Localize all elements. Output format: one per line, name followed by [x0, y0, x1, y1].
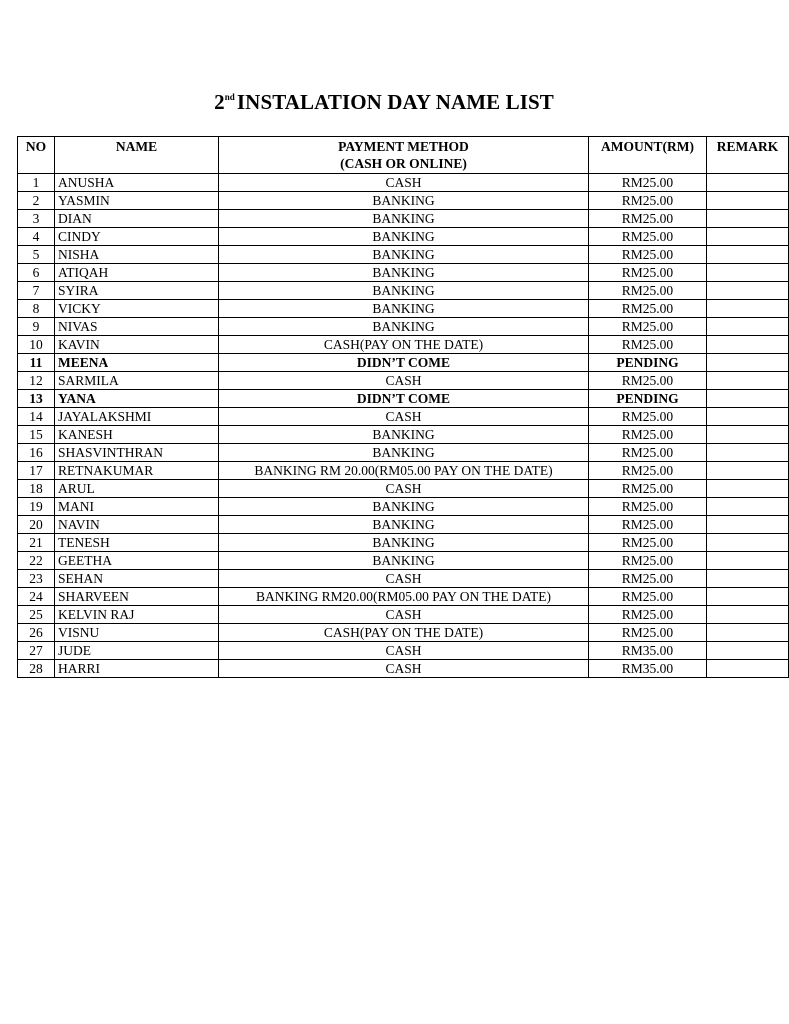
- cell-name: NAVIN: [55, 516, 219, 534]
- cell-no: 28: [18, 660, 55, 678]
- cell-remark: [707, 498, 789, 516]
- table-row: [18, 336, 789, 354]
- cell-amount: RM25.00: [589, 408, 707, 426]
- cell-amount: RM25.00: [589, 444, 707, 462]
- table-row: [18, 570, 789, 588]
- cell-amount: RM25.00: [589, 228, 707, 246]
- cell-no: 25: [18, 606, 55, 624]
- cell-amount: RM25.00: [589, 372, 707, 390]
- cell-remark: [707, 174, 789, 192]
- cell-no: 1: [18, 174, 55, 192]
- cell-payment-method: BANKING: [219, 264, 589, 282]
- cell-remark: [707, 228, 789, 246]
- cell-payment-method: CASH: [219, 480, 589, 498]
- cell-remark: [707, 588, 789, 606]
- cell-amount: RM25.00: [589, 498, 707, 516]
- cell-payment-method: BANKING RM 20.00(RM05.00 PAY ON THE DATE): [219, 462, 589, 480]
- table-row: [18, 174, 789, 192]
- cell-remark: [707, 552, 789, 570]
- cell-amount: RM35.00: [589, 660, 707, 678]
- cell-no: 26: [18, 624, 55, 642]
- cell-remark: [707, 354, 789, 372]
- cell-amount: RM25.00: [589, 246, 707, 264]
- cell-amount: RM25.00: [589, 480, 707, 498]
- cell-remark: [707, 642, 789, 660]
- cell-remark: [707, 534, 789, 552]
- table-row: [18, 642, 789, 660]
- cell-amount: RM25.00: [589, 264, 707, 282]
- cell-name: ARUL: [55, 480, 219, 498]
- cell-name: JUDE: [55, 642, 219, 660]
- table-row: [18, 426, 789, 444]
- cell-no: 10: [18, 336, 55, 354]
- cell-payment-method: DIDN’T COME: [219, 354, 589, 372]
- table-row: [18, 462, 789, 480]
- cell-amount: RM25.00: [589, 462, 707, 480]
- cell-no: 16: [18, 444, 55, 462]
- table-row: [18, 300, 789, 318]
- cell-name: KAVIN: [55, 336, 219, 354]
- cell-remark: [707, 336, 789, 354]
- cell-amount: RM25.00: [589, 516, 707, 534]
- cell-payment-method: CASH: [219, 606, 589, 624]
- header-payment-line2: (CASH OR ONLINE): [340, 156, 467, 171]
- cell-remark: [707, 264, 789, 282]
- cell-name: SARMILA: [55, 372, 219, 390]
- cell-no: 4: [18, 228, 55, 246]
- cell-name: SHARVEEN: [55, 588, 219, 606]
- header-payment-method: [219, 137, 589, 174]
- title-ordinal-suffix: nd: [224, 92, 235, 102]
- cell-no: 7: [18, 282, 55, 300]
- title-text: INSTALATION DAY NAME LIST: [236, 90, 554, 114]
- table-row: [18, 282, 789, 300]
- cell-no: 22: [18, 552, 55, 570]
- cell-name: VICKY: [55, 300, 219, 318]
- title-ordinal: 2: [214, 90, 225, 114]
- cell-payment-method: DIDN’T COME: [219, 390, 589, 408]
- cell-amount: RM25.00: [589, 282, 707, 300]
- cell-payment-method: BANKING: [219, 516, 589, 534]
- cell-name: CINDY: [55, 228, 219, 246]
- cell-amount: RM25.00: [589, 606, 707, 624]
- table-row: [18, 390, 789, 408]
- cell-no: 27: [18, 642, 55, 660]
- cell-no: 24: [18, 588, 55, 606]
- table-row: [18, 210, 789, 228]
- cell-payment-method: BANKING: [219, 498, 589, 516]
- cell-payment-method: CASH: [219, 660, 589, 678]
- cell-payment-method: CASH: [219, 570, 589, 588]
- cell-amount: RM25.00: [589, 534, 707, 552]
- cell-name: MANI: [55, 498, 219, 516]
- cell-no: 21: [18, 534, 55, 552]
- table-row: [18, 354, 789, 372]
- table-row: [18, 228, 789, 246]
- cell-remark: [707, 390, 789, 408]
- cell-payment-method: BANKING: [219, 282, 589, 300]
- cell-remark: [707, 462, 789, 480]
- table-row: [18, 606, 789, 624]
- cell-name: YASMIN: [55, 192, 219, 210]
- cell-no: 11: [18, 354, 55, 372]
- cell-name: GEETHA: [55, 552, 219, 570]
- table-row: [18, 480, 789, 498]
- cell-name: VISNU: [55, 624, 219, 642]
- cell-name: RETNAKUMAR: [55, 462, 219, 480]
- table-row: [18, 318, 789, 336]
- cell-remark: [707, 426, 789, 444]
- cell-name: ATIQAH: [55, 264, 219, 282]
- cell-payment-method: BANKING: [219, 246, 589, 264]
- table-row: [18, 516, 789, 534]
- document-title: [0, 90, 768, 115]
- cell-no: 3: [18, 210, 55, 228]
- cell-name: SYIRA: [55, 282, 219, 300]
- cell-remark: [707, 192, 789, 210]
- cell-name: SEHAN: [55, 570, 219, 588]
- table-row: [18, 498, 789, 516]
- cell-remark: [707, 282, 789, 300]
- table-body: [18, 174, 789, 678]
- cell-no: 8: [18, 300, 55, 318]
- cell-amount: RM25.00: [589, 336, 707, 354]
- cell-no: 19: [18, 498, 55, 516]
- cell-remark: [707, 318, 789, 336]
- table-row: [18, 246, 789, 264]
- header-remark: REMARK: [707, 137, 789, 174]
- cell-no: 20: [18, 516, 55, 534]
- cell-name: KELVIN RAJ: [55, 606, 219, 624]
- cell-no: 13: [18, 390, 55, 408]
- cell-remark: [707, 606, 789, 624]
- table-row: [18, 588, 789, 606]
- table-row: [18, 444, 789, 462]
- cell-remark: [707, 570, 789, 588]
- cell-amount: RM25.00: [589, 570, 707, 588]
- cell-no: 23: [18, 570, 55, 588]
- cell-name: KANESH: [55, 426, 219, 444]
- cell-payment-method: BANKING: [219, 534, 589, 552]
- cell-payment-method: CASH: [219, 174, 589, 192]
- cell-amount: RM25.00: [589, 588, 707, 606]
- cell-no: 14: [18, 408, 55, 426]
- cell-no: 9: [18, 318, 55, 336]
- cell-name: JAYALAKSHMI: [55, 408, 219, 426]
- cell-remark: [707, 210, 789, 228]
- cell-payment-method: BANKING: [219, 300, 589, 318]
- table-row: [18, 534, 789, 552]
- cell-amount: RM25.00: [589, 552, 707, 570]
- cell-remark: [707, 444, 789, 462]
- name-list-table: [17, 136, 789, 678]
- cell-amount: RM25.00: [589, 210, 707, 228]
- cell-no: 15: [18, 426, 55, 444]
- cell-payment-method: BANKING: [219, 426, 589, 444]
- cell-payment-method: BANKING: [219, 318, 589, 336]
- cell-no: 17: [18, 462, 55, 480]
- cell-name: HARRI: [55, 660, 219, 678]
- cell-remark: [707, 372, 789, 390]
- cell-amount: PENDING: [589, 390, 707, 408]
- cell-payment-method: CASH(PAY ON THE DATE): [219, 624, 589, 642]
- cell-amount: RM25.00: [589, 624, 707, 642]
- cell-payment-method: BANKING: [219, 228, 589, 246]
- cell-name: NISHA: [55, 246, 219, 264]
- cell-remark: [707, 624, 789, 642]
- cell-amount: RM25.00: [589, 174, 707, 192]
- cell-amount: RM25.00: [589, 318, 707, 336]
- header-name: NAME: [55, 137, 219, 174]
- table-row: [18, 264, 789, 282]
- cell-no: 18: [18, 480, 55, 498]
- cell-name: DIAN: [55, 210, 219, 228]
- header-amount: AMOUNT(RM): [589, 137, 707, 174]
- cell-amount: RM25.00: [589, 426, 707, 444]
- cell-payment-method: CASH(PAY ON THE DATE): [219, 336, 589, 354]
- table-header-row: [18, 137, 789, 174]
- cell-payment-method: CASH: [219, 372, 589, 390]
- cell-remark: [707, 408, 789, 426]
- cell-no: 12: [18, 372, 55, 390]
- table-row: [18, 192, 789, 210]
- cell-payment-method: CASH: [219, 642, 589, 660]
- cell-no: 2: [18, 192, 55, 210]
- table-row: [18, 408, 789, 426]
- header-payment-line1: PAYMENT METHOD: [338, 139, 469, 154]
- cell-payment-method: CASH: [219, 408, 589, 426]
- cell-payment-method: BANKING: [219, 210, 589, 228]
- cell-remark: [707, 300, 789, 318]
- table-row: [18, 552, 789, 570]
- cell-remark: [707, 660, 789, 678]
- cell-name: TENESH: [55, 534, 219, 552]
- cell-remark: [707, 516, 789, 534]
- cell-payment-method: BANKING RM20.00(RM05.00 PAY ON THE DATE): [219, 588, 589, 606]
- cell-remark: [707, 246, 789, 264]
- cell-amount: RM35.00: [589, 642, 707, 660]
- cell-amount: RM25.00: [589, 192, 707, 210]
- table-row: [18, 660, 789, 678]
- cell-amount: PENDING: [589, 354, 707, 372]
- cell-name: SHASVINTHRAN: [55, 444, 219, 462]
- cell-no: 6: [18, 264, 55, 282]
- header-no: NO: [18, 137, 55, 174]
- cell-name: NIVAS: [55, 318, 219, 336]
- table-row: [18, 624, 789, 642]
- cell-payment-method: BANKING: [219, 444, 589, 462]
- cell-name: MEENA: [55, 354, 219, 372]
- table-row: [18, 372, 789, 390]
- cell-payment-method: BANKING: [219, 192, 589, 210]
- cell-name: YANA: [55, 390, 219, 408]
- cell-remark: [707, 480, 789, 498]
- cell-no: 5: [18, 246, 55, 264]
- cell-amount: RM25.00: [589, 300, 707, 318]
- cell-payment-method: BANKING: [219, 552, 589, 570]
- cell-name: ANUSHA: [55, 174, 219, 192]
